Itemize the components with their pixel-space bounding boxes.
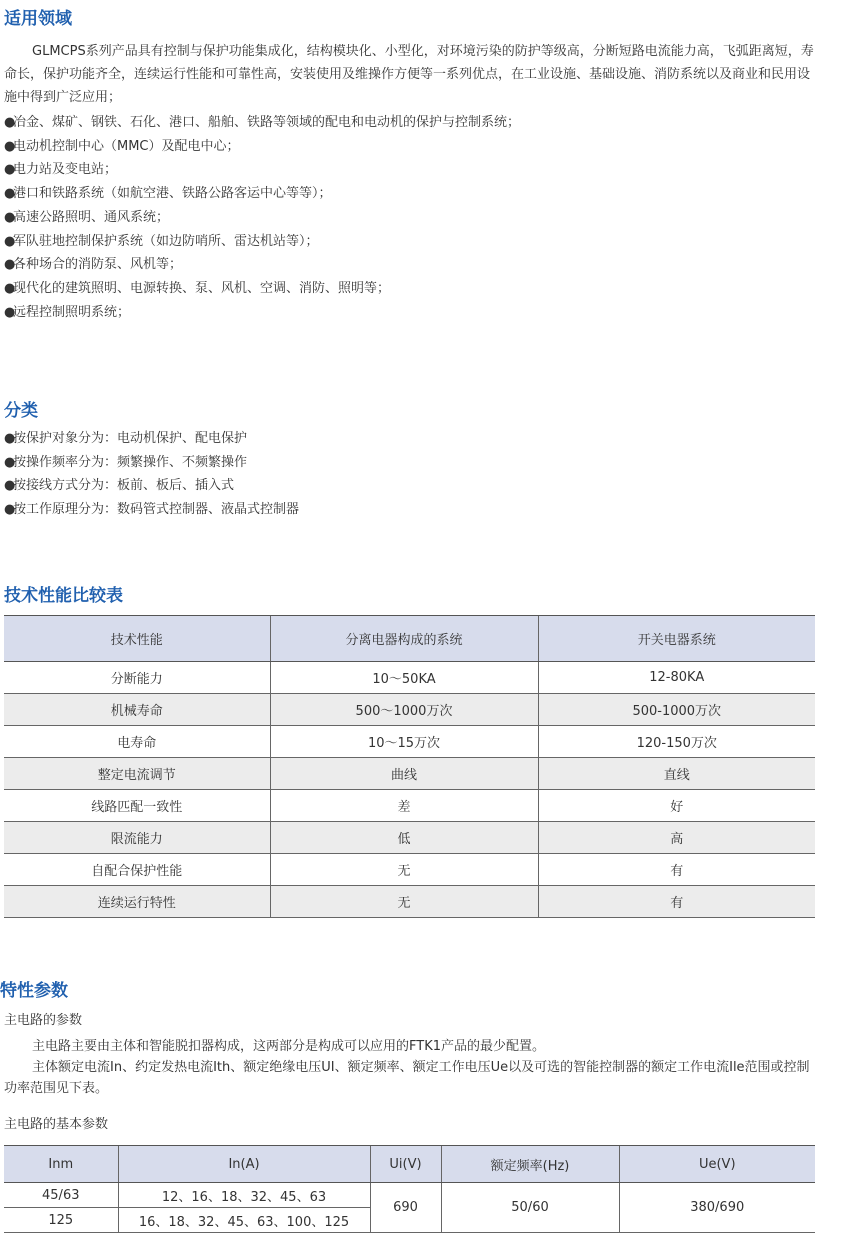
column-header: 开关电器系统 (538, 616, 815, 662)
table-cell-ue: 380/690 (619, 1183, 815, 1233)
table-cell: 连续运行特性 (4, 886, 270, 918)
table-caption: 主电路的基本参数 (4, 1117, 109, 1132)
table-row (4, 886, 815, 918)
table-cell: 机械寿命 (4, 694, 270, 726)
bullet-icon: ● (4, 233, 16, 249)
table-cell: 限流能力 (4, 822, 270, 854)
list-item: ●港口和铁路系统（如航空港、铁路公路客运中心等等）； (4, 182, 520, 206)
list-item: ●按操作频率分为：频繁操作、不频繁操作 (4, 451, 299, 475)
list-item: ●电力站及变电站； (4, 158, 520, 182)
table-cell: 500～1000万次 (270, 694, 538, 726)
column-header: 分离电器构成的系统 (270, 616, 538, 662)
table-header-row (4, 616, 815, 662)
column-header: 技术性能 (4, 616, 270, 662)
table-cell: 差 (270, 790, 538, 822)
table-row (4, 758, 815, 790)
table-cell: 120-150万次 (538, 726, 815, 758)
params-paragraph: 主电路主要由主体和智能脱扣器构成，这两部分是构成可以应用的FTK1产品的最少配置。 (32, 1039, 545, 1054)
list-item: ●按工作原理分为：数码管式控制器、液晶式控制器 (4, 498, 299, 522)
params-subtitle: 主电路的参数 (4, 1013, 83, 1028)
bullet-icon: ● (4, 454, 16, 470)
section-title-params: 特性参数 (0, 981, 68, 1001)
list-item: ●军队驻地控制保护系统（如边防哨所、雷达机站等）； (4, 230, 520, 254)
bullet-icon: ● (4, 186, 16, 202)
table-row (4, 694, 815, 726)
bullet-icon: ● (4, 115, 16, 130)
scope-list (4, 111, 520, 324)
table-cell: 曲线 (270, 758, 538, 790)
section-title-scope: 适用领域 (4, 9, 72, 29)
table-cell: 自配合保护性能 (4, 854, 270, 886)
table-cell-ui: 690 (370, 1183, 441, 1233)
params-table (4, 1145, 815, 1233)
table-cell: 直线 (538, 758, 815, 790)
list-item: ●高速公路照明、通风系统； (4, 206, 520, 230)
table-row (4, 822, 815, 854)
table-cell: 125 (4, 1208, 118, 1233)
table-cell: 有 (538, 886, 815, 918)
section-title-comparison: 技术性能比较表 (4, 586, 123, 606)
table-cell: 分断能力 (4, 662, 270, 694)
list-item: ●电动机控制中心（MMC）及配电中心； (4, 135, 520, 159)
table-cell: 无 (270, 886, 538, 918)
table-row (4, 854, 815, 886)
list-item: ●冶金、煤矿、钢铁、石化、港口、船舶、铁路等领域的配电和电动机的保护与控制系统； (4, 111, 520, 135)
classification-list (4, 427, 299, 522)
column-header: Inm (4, 1146, 118, 1183)
table-row (4, 1183, 815, 1208)
section-title-classification: 分类 (4, 401, 38, 421)
table-cell: 45/63 (4, 1183, 118, 1208)
bullet-icon: ● (4, 502, 16, 518)
table-cell: 12、16、18、32、45、63 (118, 1183, 370, 1208)
list-item: ●按接线方式分为：板前、板后、插入式 (4, 474, 299, 498)
comparison-table (4, 615, 815, 918)
table-header-row (4, 1146, 815, 1183)
table-cell: 10～15万次 (270, 726, 538, 758)
table-row (4, 662, 815, 694)
table-cell: 有 (538, 854, 815, 886)
column-header: In(A) (118, 1146, 370, 1183)
table-row (4, 726, 815, 758)
table-cell: 500-1000万次 (538, 694, 815, 726)
list-item: ●现代化的建筑照明、电源转换、泵、风机、空调、消防、照明等； (4, 277, 520, 301)
table-cell: 好 (538, 790, 815, 822)
table-cell: 16、18、32、45、63、100、125 (118, 1208, 370, 1233)
bullet-icon: ● (4, 431, 16, 446)
table-cell: 低 (270, 822, 538, 854)
table-cell: 电寿命 (4, 726, 270, 758)
scope-intro: GLMCPS系列产品具有控制与保护功能集成化，结构模块化、小型化，对环境污染的防护等级高，分断短路电流能力高，飞弧距离短，寿命长，保护功能齐全，连续运行性能和可靠性高，安装使用及维操作方便等一系列优点，在工业设施、基础设施、消防系统以及商业和民用设施中得到广泛应用； (4, 44, 814, 105)
table-cell-frequency: 50/60 (441, 1183, 619, 1233)
bullet-icon: ● (4, 478, 16, 494)
bullet-icon: ● (4, 138, 16, 154)
bullet-icon: ● (4, 304, 16, 320)
bullet-icon: ● (4, 280, 16, 296)
list-item: ●按保护对象分为：电动机保护、配电保护 (4, 427, 299, 451)
table-cell: 12-80KA (538, 662, 815, 694)
column-header: Ui(V) (370, 1146, 441, 1183)
column-header: 额定频率(Hz) (441, 1146, 619, 1183)
params-paragraph: 主体额定电流In、约定发热电流Ith、额定绝缘电压UI、额定频率、额定工作电压Ue以及可选的智能控制器的额定工作电流Ile范围或控制功率范围见下表。 (4, 1060, 810, 1096)
list-item: ●各种场合的消防泵、风机等； (4, 253, 520, 277)
table-row (4, 790, 815, 822)
table-cell: 线路匹配一致性 (4, 790, 270, 822)
column-header: Ue(V) (619, 1146, 815, 1183)
list-item: ●远程控制照明系统； (4, 301, 520, 325)
bullet-icon: ● (4, 257, 16, 273)
table-cell: 高 (538, 822, 815, 854)
table-cell: 整定电流调节 (4, 758, 270, 790)
bullet-icon: ● (4, 162, 16, 178)
table-cell: 无 (270, 854, 538, 886)
bullet-icon: ● (4, 209, 16, 225)
table-cell: 10～50KA (270, 662, 538, 694)
